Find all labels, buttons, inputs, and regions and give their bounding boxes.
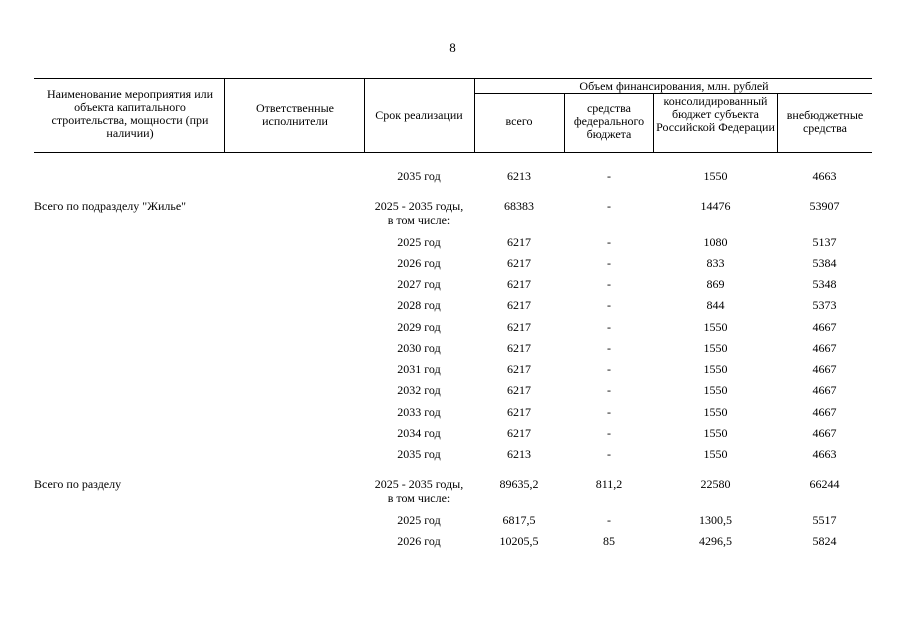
row-regional: 1550	[703, 383, 728, 397]
row-offbudget: 5137	[812, 235, 837, 249]
header-col-period: Срок реализации	[375, 108, 463, 122]
table-row	[0, 256, 905, 274]
row-federal: 85	[603, 534, 615, 548]
row-total: 6217	[507, 256, 531, 270]
row-period-note: в том числе:	[387, 491, 451, 505]
table-row	[0, 298, 905, 316]
row-offbudget: 4667	[812, 362, 837, 376]
row-offbudget: 4667	[812, 320, 837, 334]
row-regional: 833	[706, 256, 725, 270]
row-period: 2025 - 2035 годы,	[374, 199, 464, 213]
header-col-federal: средства федерального бюджета	[573, 101, 645, 141]
row-name: Всего по разделу	[34, 477, 122, 491]
row-period: 2035 год	[397, 447, 441, 461]
header-col-regional: консолидированный бюджет субъекта Российской Федерации	[656, 94, 775, 134]
row-total: 6213	[507, 169, 531, 183]
row-regional: 14476	[700, 199, 731, 213]
row-federal: -	[607, 362, 611, 376]
row-total: 6217	[507, 383, 531, 397]
row-offbudget: 66244	[809, 477, 840, 491]
row-period: 2031 год	[397, 362, 441, 376]
row-federal: -	[607, 298, 611, 312]
table-row	[0, 477, 905, 507]
table-row	[0, 426, 905, 444]
header-divider	[653, 93, 654, 152]
row-total: 6217	[507, 341, 531, 355]
row-offbudget: 53907	[809, 199, 840, 213]
row-federal: -	[607, 256, 611, 270]
row-offbudget: 5384	[812, 256, 837, 270]
row-federal: -	[607, 199, 611, 213]
row-period: 2026 год	[397, 256, 441, 270]
row-federal: -	[607, 320, 611, 334]
header-col-total: всего	[505, 114, 533, 128]
row-federal: 811,2	[595, 477, 623, 491]
row-total: 10205,5	[499, 534, 539, 548]
row-regional: 4296,5	[699, 534, 732, 548]
row-federal: -	[607, 277, 611, 291]
row-regional: 1550	[703, 320, 728, 334]
row-period: 2034 год	[397, 426, 441, 440]
row-offbudget: 4667	[812, 405, 837, 419]
row-regional: 869	[706, 277, 725, 291]
row-total: 6217	[507, 298, 531, 312]
row-total: 6217	[507, 426, 531, 440]
row-period: 2030 год	[397, 341, 441, 355]
row-federal: -	[607, 235, 611, 249]
row-federal: -	[607, 513, 611, 527]
row-regional: 1550	[703, 169, 728, 183]
row-regional: 1550	[703, 447, 728, 461]
row-offbudget: 4667	[812, 341, 837, 355]
row-total: 6217	[507, 235, 531, 249]
row-total: 68383	[504, 199, 534, 213]
table-row	[0, 383, 905, 401]
header-col-name: Наименование мероприятия или объекта капитального строительства, мощности (при наличии)	[46, 87, 214, 140]
row-period: 2035 год	[397, 169, 441, 183]
row-total: 89635,2	[499, 477, 539, 491]
row-period: 2025 год	[397, 235, 441, 249]
row-regional: 1080	[703, 235, 728, 249]
header-col-offbudget: внебюджетные средства	[786, 108, 864, 135]
header-bottom-border	[34, 152, 872, 153]
table-row	[0, 169, 905, 187]
row-total: 6217	[507, 277, 531, 291]
page-number: 8	[449, 40, 456, 55]
header-divider	[224, 78, 225, 152]
row-offbudget: 5373	[812, 298, 837, 312]
row-offbudget: 4663	[812, 169, 837, 183]
row-offbudget: 4667	[812, 426, 837, 440]
header-col-executors: Ответственные исполнители	[256, 101, 334, 128]
header-divider	[777, 93, 778, 152]
row-offbudget: 4667	[812, 383, 837, 397]
row-federal: -	[607, 405, 611, 419]
row-federal: -	[607, 169, 611, 183]
row-period: 2028 год	[397, 298, 441, 312]
table-row	[0, 362, 905, 380]
row-period: 2027 год	[397, 277, 441, 291]
row-regional: 1550	[703, 426, 728, 440]
row-period: 2033 год	[397, 405, 441, 419]
header-divider	[564, 93, 565, 152]
row-regional: 1300,5	[699, 513, 732, 527]
row-total: 6213	[507, 447, 531, 461]
row-total: 6217	[507, 362, 531, 376]
table-row	[0, 320, 905, 338]
table-row	[0, 235, 905, 253]
row-offbudget: 5824	[812, 534, 837, 548]
row-federal: -	[607, 447, 611, 461]
table-row	[0, 277, 905, 295]
row-regional: 22580	[700, 477, 731, 491]
row-total: 6817,5	[502, 513, 536, 527]
table-row	[0, 199, 905, 229]
table-row	[0, 447, 905, 465]
row-regional: 844	[706, 298, 725, 312]
row-regional: 1550	[703, 341, 728, 355]
table-row	[0, 341, 905, 359]
row-period: 2029 год	[397, 320, 441, 334]
row-federal: -	[607, 426, 611, 440]
row-total: 6217	[507, 320, 531, 334]
row-offbudget: 4663	[812, 447, 837, 461]
row-name: Всего по подразделу "Жилье"	[34, 199, 187, 213]
row-regional: 1550	[703, 362, 728, 376]
row-offbudget: 5517	[812, 513, 837, 527]
row-federal: -	[607, 383, 611, 397]
row-regional: 1550	[703, 405, 728, 419]
header-divider	[474, 78, 475, 152]
table-row	[0, 534, 905, 552]
table-row	[0, 405, 905, 423]
row-period: 2025 - 2035 годы,	[374, 477, 464, 491]
header-col-funding-group: Объем финансирования, млн. рублей	[579, 79, 769, 93]
row-total: 6217	[507, 405, 531, 419]
row-period: 2026 год	[397, 534, 441, 548]
header-divider	[364, 78, 365, 152]
row-period-note: в том числе:	[387, 213, 451, 227]
row-period: 2025 год	[397, 513, 441, 527]
row-period: 2032 год	[397, 383, 441, 397]
table-row	[0, 513, 905, 531]
row-offbudget: 5348	[812, 277, 837, 291]
row-federal: -	[607, 341, 611, 355]
